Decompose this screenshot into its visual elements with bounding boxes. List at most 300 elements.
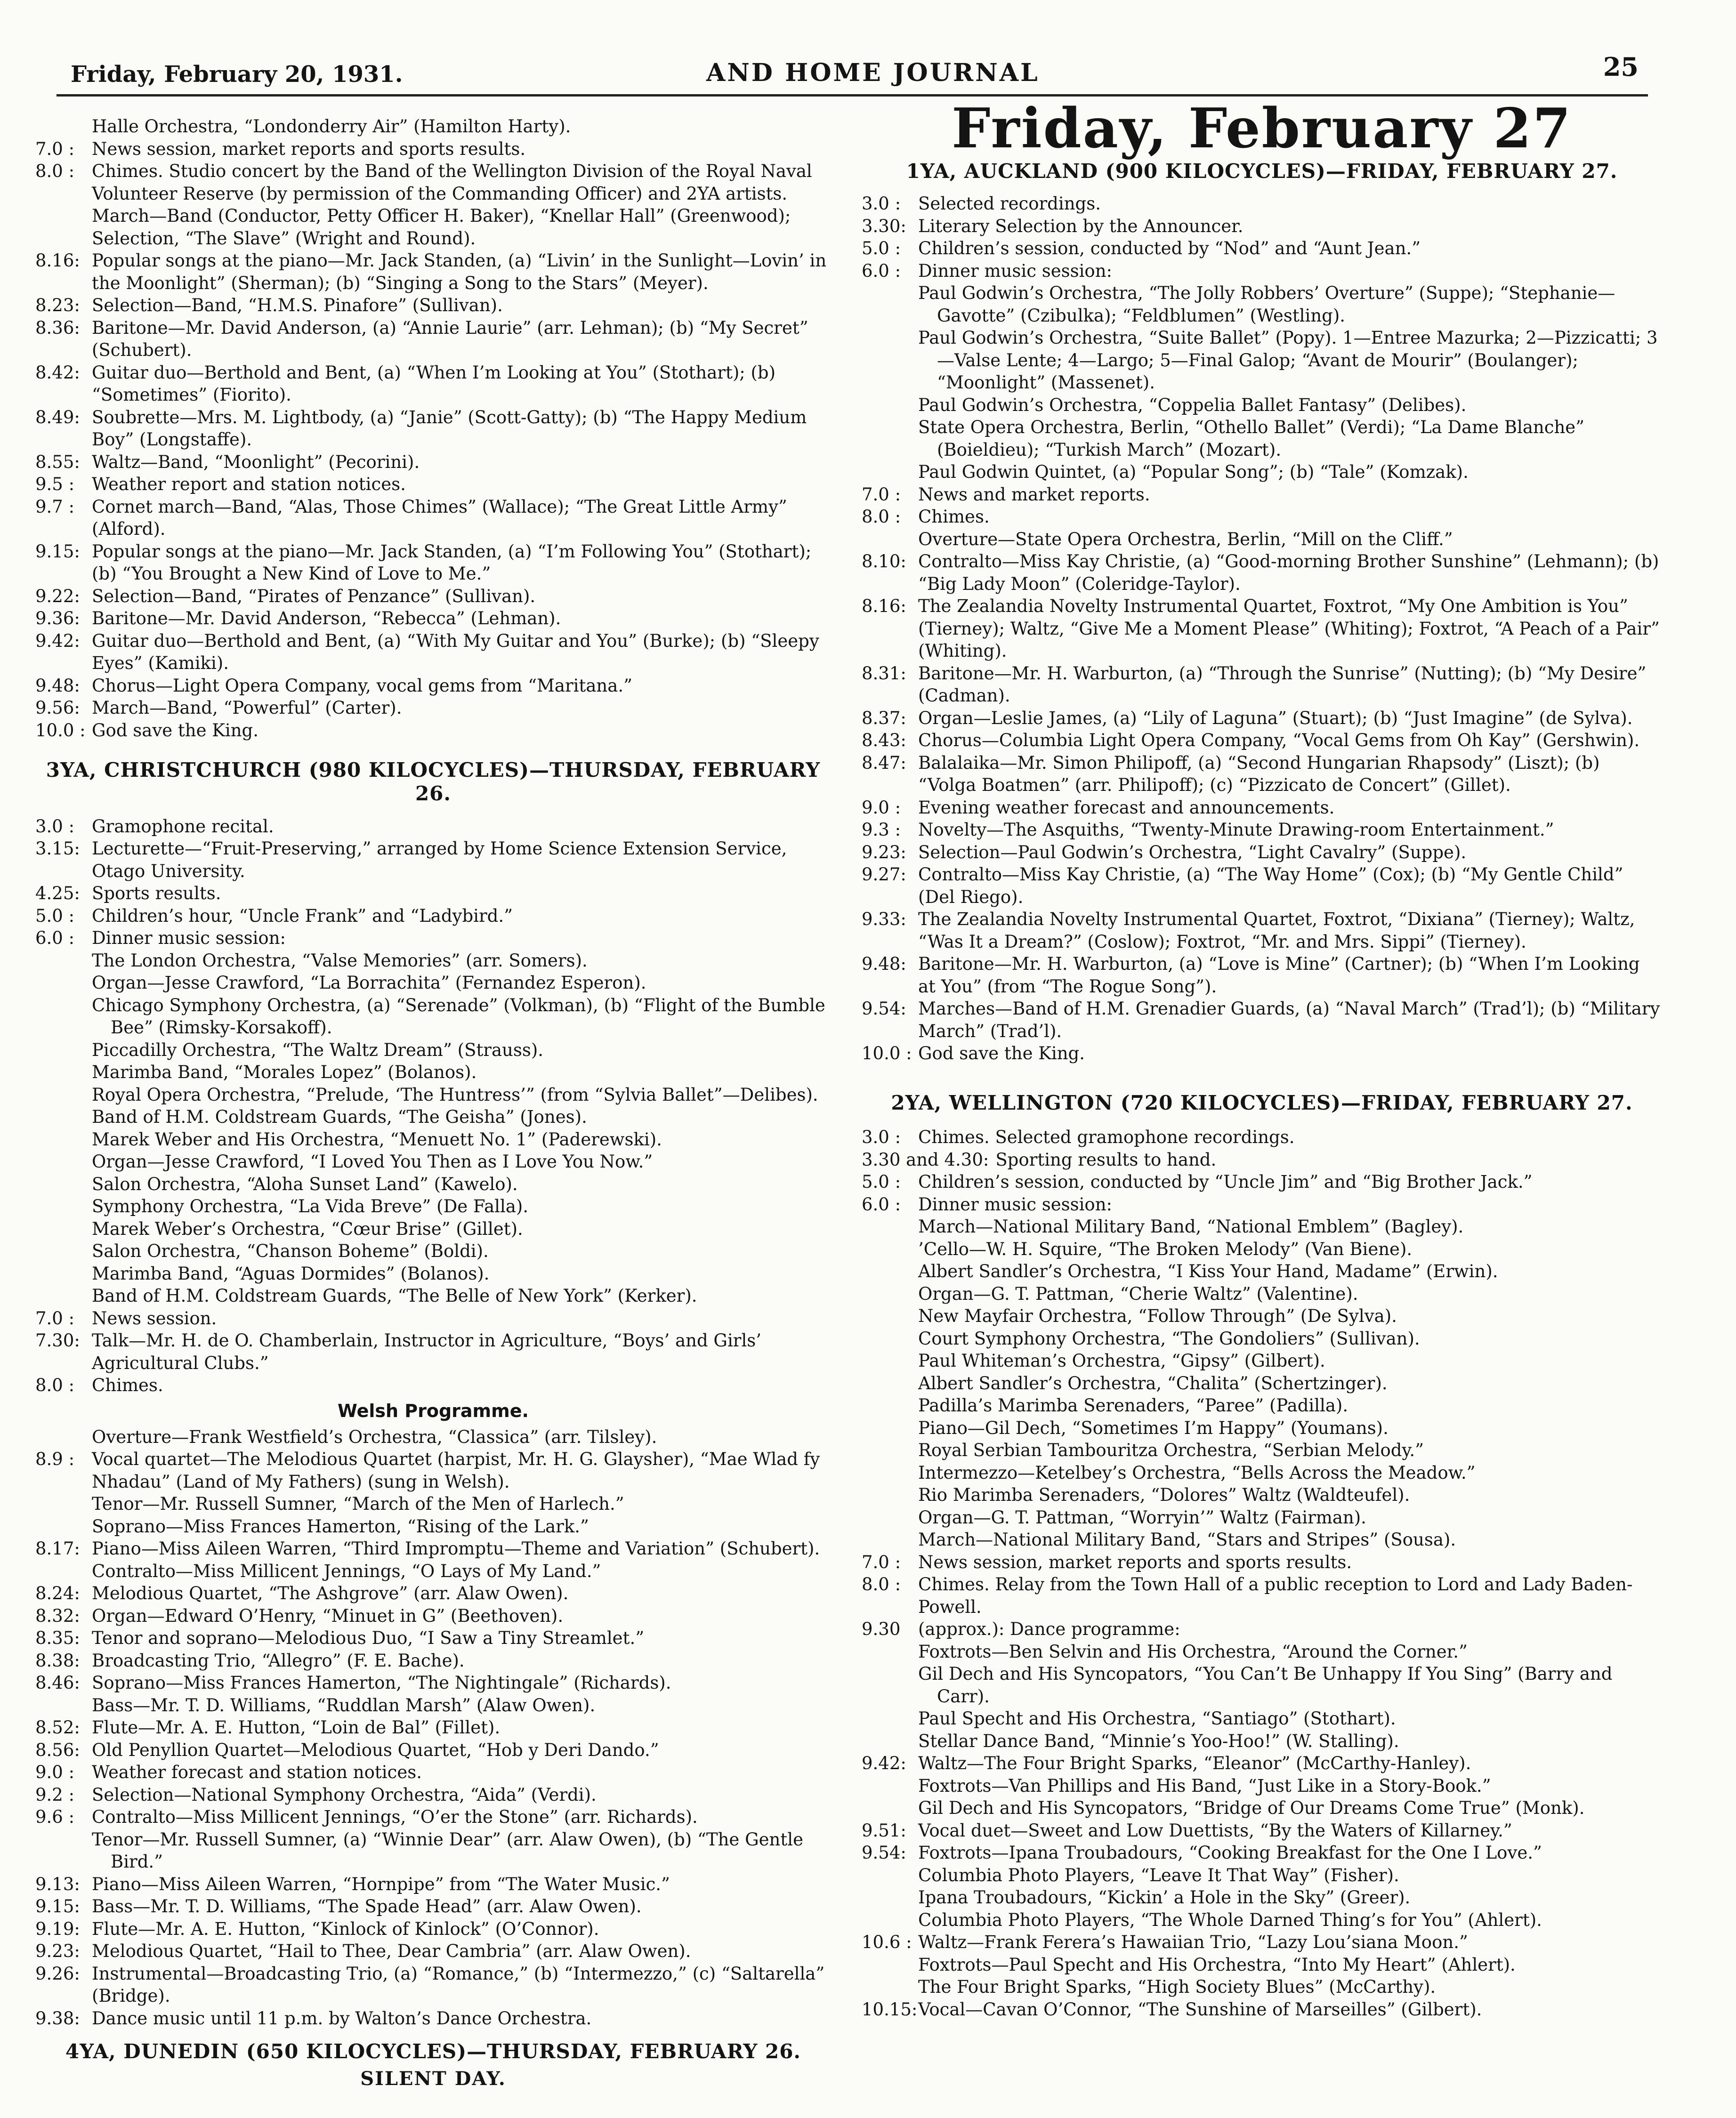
description: Chimes. Relay from the Town Hall of a public reception to Lord and Lady Baden-Powell. [918, 1574, 1633, 1617]
list-item: March—National Military Band, “Stars and Stripes” (Sousa). [918, 1530, 1456, 1550]
time: 8.0 : [35, 161, 75, 181]
time: 9.36: [35, 608, 80, 628]
schedule-item [862, 1171, 1662, 1193]
time: 8.43: [862, 730, 906, 751]
schedule-item [862, 819, 1662, 841]
description: Chimes. [918, 507, 990, 527]
schedule-item [862, 550, 1662, 595]
time: 9.0 : [862, 797, 901, 818]
list-item: Stellar Dance Band, “Minnie’s Yoo-Hoo!” (W. Stalling). [918, 1731, 1399, 1751]
list-item: Paul Whiteman’s Orchestra, “Gipsy” (Gilbert). [918, 1351, 1325, 1371]
time: 8.47: [862, 752, 906, 773]
schedule-item [35, 1806, 831, 1828]
description: Children’s hour, “Uncle Frank” and “Ladybird.” [92, 905, 513, 926]
description: Evening weather forecast and announcements. [918, 797, 1335, 818]
schedule-item [35, 1963, 831, 2007]
section-title-4ya: 4YA, DUNEDIN (650 KILOCYCLES)—THURSDAY, FEBRUARY 26. [65, 2040, 801, 2063]
time: 9.51: [862, 1820, 906, 1841]
list-item: New Mayfair Orchestra, “Follow Through” (De Sylva). [918, 1306, 1397, 1327]
schedule-item [862, 1193, 1662, 1216]
schedule-item [862, 1551, 1662, 1574]
schedule-item [35, 1605, 831, 1627]
schedule-item [862, 953, 1662, 998]
time: 9.27: [862, 864, 906, 885]
schedule-item [35, 1918, 831, 1941]
journal-title: AND HOME JOURNAL [706, 58, 1040, 87]
list-item: Royal Serbian Tambouritza Orchestra, “Serbian Melody.” [918, 1440, 1424, 1461]
description: Piano—Miss Aileen Warren, “Third Impromptu—Theme and Variation” (Schubert). [92, 1538, 820, 1559]
time: 5.0 : [35, 905, 75, 926]
description: Children’s session, conducted by “Uncle Jim” and “Big Brother Jack.” [918, 1172, 1533, 1192]
list-item: Columbia Photo Players, “Leave It That Way” (Fisher). [918, 1865, 1399, 1885]
time: 9.23: [862, 842, 906, 862]
schedule-item [35, 697, 831, 719]
time: 3.0 : [862, 1127, 901, 1148]
description: Chorus—Light Opera Company, vocal gems from “Maritana.” [92, 675, 632, 696]
schedule-item [862, 841, 1662, 864]
description: Vocal quartet—The Melodious Quartet (harpist, Mr. H. G. Glaysher), “Mae Wlad fy Nhadau” (Land of My Fathers) (sung in Welsh). [92, 1449, 820, 1492]
description: Flute—Mr. A. E. Hutton, “Kinlock of Kinlock” (O’Connor). [92, 1918, 599, 1939]
schedule-item [35, 406, 831, 451]
time: 5.0 : [862, 238, 901, 259]
time: 8.37: [862, 708, 906, 728]
schedule-item [35, 675, 831, 697]
schedule-item [35, 1716, 831, 1739]
schedule-item [862, 595, 1662, 662]
description: Waltz—The Four Bright Sparks, “Eleanor” (McCarthy-Hanley). [918, 1753, 1471, 1774]
time: 9.30 [862, 1619, 901, 1640]
time: 8.16: [862, 596, 906, 617]
description: Baritone—Mr. David Anderson, “Rebecca” (Lehman). [92, 608, 561, 628]
time: 8.31: [862, 663, 906, 684]
description: God save the King. [918, 1043, 1085, 1064]
list-item: Band of H.M. Coldstream Guards, “The Belle of New York” (Kerker). [92, 1286, 697, 1306]
time: 6.0 : [862, 1194, 901, 1215]
schedule-item [35, 205, 831, 250]
schedule-2ya-a [862, 1126, 1662, 1216]
description: Selection—Paul Godwin’s Orchestra, “Light Cavalry” (Suppe). [918, 842, 1467, 862]
schedule-1ya-c [862, 550, 1662, 1065]
time: 9.23: [35, 1941, 80, 1962]
time: 9.19: [35, 1918, 80, 1939]
list-item: Salon Orchestra, “Aloha Sunset Land” (Kawelo). [92, 1174, 518, 1194]
time: 4.25: [35, 883, 80, 904]
time: 10.15: [862, 1999, 918, 2020]
schedule-item [862, 193, 1662, 215]
schedule-item [35, 294, 831, 317]
schedule-item-8-17 [35, 1538, 831, 1560]
page-number: 25 [1603, 52, 1639, 82]
description: Contralto—Miss Millicent Jennings, “O’er the Stone” (arr. Richards). [92, 1807, 698, 1828]
schedule-item [862, 752, 1662, 797]
schedule-item [35, 115, 831, 138]
list-item: Ipana Troubadours, “Kickin’ a Hole in the Sky” (Greer). [918, 1887, 1411, 1908]
list-item: March—National Military Band, “National Emblem” (Bagley). [918, 1216, 1464, 1237]
list-item: Albert Sandler’s Orchestra, “Chalita” (Schertzinger). [918, 1373, 1388, 1393]
time: 9.15: [35, 1896, 80, 1917]
description: Dance music until 11 p.m. by Walton’s Dance Orchestra. [92, 2008, 592, 2029]
list-item: Intermezzo—Ketelbey’s Orchestra, “Bells Across the Meadow.” [918, 1462, 1476, 1483]
time: 9.38: [35, 2008, 80, 2029]
description: Vocal—Cavan O’Connor, “The Sunshine of Marseilles” (Gilbert). [918, 1999, 1482, 2020]
list-item: Symphony Orchestra, “La Vida Breve” (De Falla). [92, 1196, 529, 1217]
description: Melodious Quartet, “Hail to Thee, Dear Cambria” (arr. Alaw Owen). [92, 1941, 691, 1962]
dance-9-42-list [862, 1797, 1662, 1820]
description: Halle Orchestra, “Londonderry Air” (Hamilton Harty). [92, 116, 571, 137]
list-item: Band of H.M. Coldstream Guards, “The Geisha” (Jones). [92, 1107, 587, 1127]
description: News and market reports. [918, 484, 1150, 505]
schedule-item [862, 998, 1662, 1042]
list-item: Paul Specht and His Orchestra, “Santiago” (Stothart). [918, 1708, 1396, 1729]
description: The Zealandia Novelty Instrumental Quartet, Foxtrot, “My One Ambition is You” (Tierney); Waltz, “Give Me a Moment Please” (Whiting); Foxtrot, “A Peach of a Pair” (Whiting). [918, 596, 1660, 661]
description: Sports results. [92, 883, 221, 904]
schedule-item [35, 160, 831, 205]
list-item: Paul Godwin’s Orchestra, “Suite Ballet” (Popy). 1—Entree Mazurka; 2—Pizzicatti; 3—Valse Lente; 4—Largo; 5—Final Galop; “Avant de Mourir” (Boulanger); “Moonlight” (Massenet). [918, 328, 1658, 393]
schedule-item [862, 1618, 1662, 1641]
left-column [35, 115, 831, 2090]
time: 8.23: [35, 295, 80, 315]
list-item: Organ—G. T. Pattman, “Cherie Waltz” (Valentine). [918, 1283, 1358, 1304]
day-title: Friday, February 27 [952, 97, 1572, 161]
time: 9.6 : [35, 1807, 75, 1828]
description: God save the King. [92, 720, 258, 741]
list-item: State Opera Orchestra, Berlin, “Othello Ballet” (Verdi); “La Dame Blanche” (Boieldieu); “Turkish March” (Mozart). [918, 417, 1585, 460]
time: 9.3 : [862, 820, 901, 840]
description: Gramophone recital. [92, 816, 274, 837]
list-item: Marimba Band, “Aguas Dormides” (Bolanos). [92, 1263, 490, 1284]
schedule-item [862, 1042, 1662, 1065]
description: Organ—Edward O’Henry, “Minuet in G” (Beethoven). [92, 1605, 564, 1626]
time: 3.30: [862, 216, 906, 236]
description: News session, market reports and sports results. [918, 1552, 1352, 1572]
list-item: Columbia Photo Players, “The Whole Darned Thing’s for You” (Ahlert). [918, 1909, 1542, 1930]
schedule-item [35, 1672, 831, 1694]
schedule-item [35, 719, 831, 742]
schedule-item [35, 451, 831, 474]
description: Waltz—Band, “Moonlight” (Pecorini). [92, 451, 420, 472]
schedule-item [862, 863, 1662, 908]
description: News session, market reports and sports results. [92, 138, 526, 159]
schedule-item [35, 882, 831, 905]
schedule-item [862, 1573, 1662, 1618]
dance-9-30-list [862, 1663, 1662, 1752]
item-8-17-contralto: Contralto—Miss Millicent Jennings, “O Lays of My Land.” [92, 1561, 601, 1581]
schedule-item [35, 607, 831, 630]
list-item: Rio Marimba Serenaders, “Dolores” Waltz (Waldteufel). [918, 1485, 1410, 1506]
header-date: Friday, February 20, 1931. [71, 61, 403, 88]
time: 10.6 : [862, 1932, 912, 1953]
time: 9.13: [35, 1874, 80, 1894]
description: Selection—National Symphony Orchestra, “Aida” (Verdi). [92, 1784, 597, 1805]
description: Waltz—Frank Ferera’s Hawaiian Trio, “Lazy Lou’siana Moon.” [918, 1932, 1468, 1953]
item-8-9-performers [35, 1493, 831, 1538]
schedule-item [35, 1895, 831, 1918]
time [35, 115, 92, 138]
schedule-item [35, 317, 831, 362]
description: Instrumental—Broadcasting Trio, (a) “Romance,” (b) “Intermezzo,” (c) “Saltarella” (Bridge). [92, 1963, 825, 2006]
time: 8.0 : [862, 507, 901, 527]
description: Marches—Band of H.M. Grenadier Guards, (a) “Naval March” (Trad’l); (b) “Military March” (Trad’l). [918, 999, 1660, 1041]
list-item: Royal Opera Orchestra, “Prelude, ‘The Huntress’” (from “Sylvia Ballet”—Delibes). [92, 1084, 818, 1105]
schedule-item [35, 630, 831, 675]
right-column [862, 97, 1662, 2021]
list-item: Paul Godwin’s Orchestra, “Coppelia Ballet Fantasy” (Delibes). [918, 395, 1467, 415]
description: Piano—Miss Aileen Warren, “Hornpipe” from “The Water Music.” [92, 1874, 670, 1894]
description: Vocal duet—Sweet and Low Duettists, “By the Waters of Killarney.” [918, 1820, 1512, 1841]
time: 8.46: [35, 1673, 80, 1693]
list-item: Salon Orchestra, “Chanson Boheme” (Boldi). [92, 1241, 489, 1262]
description: Baritone—Mr. David Anderson, (a) “Annie Laurie” (arr. Lehman); (b) “My Secret” (Schubert). [92, 317, 808, 360]
schedule-item [862, 215, 1662, 238]
schedule-item-10-15 [862, 1998, 1662, 2021]
schedule-item [862, 237, 1662, 260]
list-item: Tenor—Mr. Russell Sumner, “March of the Men of Harlech.” [92, 1494, 624, 1514]
description: Literary Selection by the Announcer. [918, 216, 1243, 236]
description: Weather forecast and station notices. [92, 1762, 422, 1783]
schedule-item [35, 838, 831, 882]
schedule-item [35, 815, 831, 838]
overture-1ya: Overture—State Opera Orchestra, Berlin, “Mill on the Cliff.” [918, 529, 1453, 549]
time: 7.0 : [862, 484, 901, 505]
schedule-3ya-c [35, 1582, 831, 1694]
description: Bass—Mr. T. D. Williams, “The Spade Head” (arr. Alaw Owen). [92, 1896, 642, 1917]
dance-9-30-lead: Foxtrots—Ben Selvin and His Orchestra, “Around the Corner.” [918, 1641, 1468, 1662]
list-item: Marimba Band, “Morales Lopez” (Bolanos). [92, 1062, 477, 1083]
schedule-item [35, 1650, 831, 1672]
description: Tenor and soprano—Melodious Duo, “I Saw a Tiny Streamlet.” [92, 1628, 645, 1649]
description: Cornet march—Band, “Alas, Those Chimes” (Wallace); “The Great Little Army” (Alford). [92, 496, 787, 539]
description: Soubrette—Mrs. M. Lightbody, (a) “Janie” (Scott-Gatty); (b) “The Happy Medium Boy” (Longstaffe). [92, 407, 807, 450]
schedule-item [862, 662, 1662, 707]
dinner-list-2ya [862, 1216, 1662, 1551]
time: 8.17: [35, 1538, 80, 1559]
time: 3.0 : [35, 816, 75, 837]
time: 3.15: [35, 838, 80, 859]
time [35, 205, 92, 250]
schedule-item [35, 2007, 831, 2030]
time: 9.48: [35, 675, 80, 696]
schedule-item [35, 585, 831, 608]
description: Chorus—Columbia Light Opera Company, “Vocal Gems from Oh Kay” (Gershwin). [918, 730, 1640, 751]
time: 9.42: [35, 630, 80, 651]
list-item: Albert Sandler’s Orchestra, “I Kiss Your Hand, Madame” (Erwin). [918, 1261, 1498, 1282]
list-item: Piccadilly Orchestra, “The Waltz Dream” (Strauss). [92, 1039, 544, 1060]
list-item: Organ—G. T. Pattman, “Worryin’” Waltz (Fairman). [918, 1507, 1366, 1528]
description: Broadcasting Trio, “Allegro” (F. E. Bache). [92, 1650, 465, 1671]
time: 8.52: [35, 1717, 80, 1738]
time: 9.7 : [35, 496, 75, 517]
time: 9.0 : [35, 1762, 75, 1783]
description: Weather report and station notices. [92, 474, 406, 494]
schedule-item [35, 1873, 831, 1896]
description: Dinner music session: [92, 928, 286, 949]
list-item: The Four Bright Sparks, “High Society Blues” (McCarthy). [918, 1977, 1436, 1997]
description: Organ—Leslie James, (a) “Lily of Laguna” (Stuart); (b) “Just Imagine” (de Sylva). [918, 708, 1633, 728]
schedule-item [35, 473, 831, 496]
time: 6.0 : [862, 260, 901, 281]
item-9-6-tenor: Tenor—Mr. Russell Sumner, (a) “Winnie Dear” (arr. Alaw Owen), (b) “The Gentle Bird.” [92, 1829, 803, 1872]
time: 6.0 : [35, 928, 75, 949]
time: 8.10: [862, 551, 906, 572]
time: 7.0 : [862, 1552, 901, 1572]
schedule-3ya-a [35, 815, 831, 950]
description: Talk—Mr. H. de O. Chamberlain, Instructor in Agriculture, “Boys’ and Girls’ Agricultural Clubs.” [92, 1330, 762, 1373]
list-item: Court Symphony Orchestra, “The Gondoliers” (Sullivan). [918, 1328, 1420, 1349]
description: Foxtrots—Ipana Troubadours, “Cooking Breakfast for the One I Love.” [918, 1843, 1542, 1863]
schedule-1ya-a [862, 193, 1662, 282]
schedule-item-9-42 [862, 1752, 1662, 1775]
schedule-item [35, 1329, 831, 1374]
schedule-item [862, 729, 1662, 752]
time: 9.48: [862, 954, 906, 974]
description: March—Band (Conductor, Petty Officer H. Baker), “Knellar Hall” (Greenwood); Selection, “The Slave” (Wright and Round). [92, 206, 791, 249]
schedule-item [35, 1627, 831, 1650]
schedule-item [35, 362, 831, 406]
section-title-2ya: 2YA, WELLINGTON (720 KILOCYCLES)—FRIDAY, FEBRUARY 27. [891, 1091, 1633, 1114]
schedule-item-9-54 [862, 1842, 1662, 1864]
section-title-1ya: 1YA, AUCKLAND (900 KILOCYCLES)—FRIDAY, FEBRUARY 27. [906, 160, 1618, 183]
schedule-3ya-e [35, 1873, 831, 2030]
description: Chimes. [92, 1375, 163, 1396]
schedule-item [35, 1739, 831, 1762]
item-8-46-bass: Bass—Mr. T. D. Williams, “Ruddlan Marsh” (Alaw Owen). [92, 1695, 596, 1715]
time: 3.30 and 4.30: [862, 1149, 989, 1170]
list-item: Gil Dech and His Syncopators, “Bridge of Our Dreams Come True” (Monk). [918, 1798, 1585, 1819]
silent-day: SILENT DAY. [360, 2067, 506, 2090]
time: 9.22: [35, 586, 80, 606]
time: 8.55: [35, 451, 80, 472]
dance-10-6-list [862, 1976, 1662, 1998]
description: Popular songs at the piano—Mr. Jack Standen, (a) “Livin’ in the Sunlight—Lovin’ in the Moonlight” (Sherman); (b) “Singing a Song to the Stars” (Meyer). [92, 250, 827, 293]
list-item: Paul Godwin’s Orchestra, “The Jolly Robbers’ Overture” (Suppe); “Stephanie—Gavotte” (Czibulka); “Feldblumen” (Westling). [918, 283, 1615, 326]
description: Dinner music session: [918, 1194, 1112, 1215]
time: 9.56: [35, 698, 80, 718]
schedule-item [35, 1374, 831, 1397]
description: News session. [92, 1308, 217, 1329]
schedule-item [35, 1940, 831, 1963]
list-item: The London Orchestra, “Valse Memories” (arr. Somers). [92, 950, 588, 971]
list-item: Marek Weber and His Orchestra, “Menuett No. 1” (Paderewski). [92, 1129, 662, 1150]
time: 8.42: [35, 362, 80, 383]
schedule-item [862, 506, 1662, 528]
description: Melodious Quartet, “The Ashgrove” (arr. Alaw Owen). [92, 1583, 569, 1604]
continued-schedule [35, 115, 831, 741]
schedule-item-8-9 [35, 1448, 831, 1493]
dance-9-42-lead: Foxtrots—Van Phillips and His Band, “Just Like in a Story-Book.” [918, 1775, 1491, 1796]
schedule-3ya-b [35, 1307, 831, 1397]
schedule-item [862, 908, 1662, 953]
time: 9.54: [862, 1843, 906, 1863]
description: Children’s session, conducted by “Nod” and “Aunt Jean.” [918, 238, 1421, 259]
time: 9.33: [862, 909, 906, 930]
description: Selection—Band, “Pirates of Penzance” (Sullivan). [92, 586, 536, 606]
schedule-item [35, 905, 831, 927]
page-header [57, 52, 1648, 97]
list-item: Piano—Gil Dech, “Sometimes I’m Happy” (Youmans). [918, 1417, 1389, 1438]
list-item: Organ—Jesse Crawford, “La Borrachita” (Fernandez Esperon). [92, 973, 646, 993]
list-item: Organ—Jesse Crawford, “I Loved You Then as I Love You Now.” [92, 1152, 653, 1172]
time: 8.56: [35, 1739, 80, 1760]
schedule-item [862, 707, 1662, 730]
schedule-item [862, 260, 1662, 282]
time: 10.0 : [862, 1043, 912, 1064]
description: Selected recordings. [918, 193, 1101, 214]
schedule-item-10-6 [862, 1931, 1662, 1954]
list-item: Soprano—Miss Frances Hamerton, “Rising of the Lark.” [92, 1516, 589, 1537]
schedule-2ya-b [862, 1551, 1662, 1641]
dinner-list-3ya [35, 950, 831, 1307]
description: Novelty—The Asquiths, “Twenty-Minute Drawing-room Entertainment.” [918, 820, 1554, 840]
time: 9.5 : [35, 474, 75, 494]
description: Balalaika—Mr. Simon Philipoff, (a) “Second Hungarian Rhapsody” (Liszt); (b) “Volga Boatmen” (arr. Philipoff); (c) “Pizzicato de Concert” (Gillet). [918, 752, 1600, 796]
schedule-item [35, 927, 831, 950]
description: Baritone—Mr. H. Warburton, (a) “Love is Mine” (Cartner); (b) “When I’m Looking at You” (from “The Rogue Song”). [918, 954, 1640, 997]
schedule-item [35, 540, 831, 585]
time: 9.15: [35, 541, 80, 562]
schedule-item [862, 483, 1662, 506]
time: 8.16: [35, 250, 80, 271]
schedule-item [35, 1761, 831, 1784]
description: Soprano—Miss Frances Hamerton, “The Nightingale” (Richards). [92, 1673, 671, 1693]
time: 7.0 : [35, 1308, 75, 1329]
schedule-item [35, 496, 831, 540]
schedule-3ya-d [35, 1716, 831, 1828]
time: 8.0 : [862, 1574, 901, 1595]
time: 8.36: [35, 317, 80, 338]
dance-9-54-list [862, 1864, 1662, 1932]
description: Chimes. Selected gramophone recordings. [918, 1127, 1295, 1148]
list-item: Padilla’s Marimba Serenaders, “Paree” (Padilla). [918, 1395, 1348, 1416]
list-item: Paul Godwin Quintet, (a) “Popular Song”; (b) “Tale” (Komzak). [918, 462, 1469, 483]
description: Old Penyllion Quartet—Melodious Quartet, “Hob y Deri Dando.” [92, 1739, 659, 1760]
time: 8.9 : [35, 1449, 75, 1470]
time: 7.30: [35, 1330, 80, 1351]
schedule-item [862, 1126, 1662, 1149]
time: 9.26: [35, 1963, 80, 1984]
description: Lecturette—“Fruit-Preserving,” arranged by Home Science Extension Service, Otago University. [92, 838, 787, 881]
time: 10.0 : [35, 720, 86, 741]
time: 3.0 : [862, 193, 901, 214]
dinner-list-1ya [862, 282, 1662, 483]
description: March—Band, “Powerful” (Carter). [92, 698, 402, 718]
schedule-item [35, 1784, 831, 1806]
schedule-item [35, 138, 831, 161]
description: Selection—Band, “H.M.S. Pinafore” (Sullivan). [92, 295, 503, 315]
time: 5.0 : [862, 1172, 901, 1192]
list-item: Gil Dech and His Syncopators, “You Can’t Be Unhappy If You Sing” (Barry and Carr). [918, 1664, 1613, 1707]
description: Popular songs at the piano—Mr. Jack Standen, (a) “I’m Following You” (Stothart); (b) “You Brought a New Kind of Love to Me.” [92, 541, 812, 584]
description: Dinner music session: [918, 260, 1112, 281]
welsh-overture: Overture—Frank Westfield’s Orchestra, “Classica” (arr. Tilsley). [92, 1426, 657, 1447]
section-title-3ya: 3YA, CHRISTCHURCH (980 KILOCYCLES)—THURSDAY, FEBRUARY 26. [46, 758, 821, 805]
description: Contralto—Miss Kay Christie, (a) “Good-morning Brother Sunshine” (Lehmann); (b) “Big Lady Moon” (Coleridge-Taylor). [918, 551, 1659, 594]
dance-10-6-lead: Foxtrots—Paul Specht and His Orchestra, “Into My Heart” (Ahlert). [918, 1954, 1516, 1975]
description: Chimes. Studio concert by the Band of the Wellington Division of the Royal Naval Volunteer Reserve (by permission of the Commanding Officer) and 2YA artists. [92, 161, 812, 204]
schedule-item [862, 1149, 1662, 1171]
welsh-programme-heading: Welsh Programme. [338, 1400, 529, 1421]
time: 9.42: [862, 1753, 906, 1774]
schedule-1ya-b [862, 483, 1662, 528]
time: 9.2 : [35, 1784, 75, 1805]
schedule-item [35, 1307, 831, 1330]
time: 8.35: [35, 1628, 80, 1649]
list-item: Chicago Symphony Orchestra, (a) “Serenade” (Volkman), (b) “Flight of the Bumble Bee” (Rimsky-Korsakoff). [92, 995, 825, 1038]
description: (approx.): Dance programme: [918, 1619, 1180, 1640]
description: Baritone—Mr. H. Warburton, (a) “Through the Sunrise” (Nutting); (b) “My Desire” (Cadman). [918, 663, 1647, 706]
description: Sporting results to hand. [995, 1149, 1217, 1170]
description: Guitar duo—Berthold and Bent, (a) “When I’m Looking at You” (Stothart); (b) “Sometimes” (Fiorito). [92, 362, 776, 405]
time: 8.0 : [35, 1375, 75, 1396]
